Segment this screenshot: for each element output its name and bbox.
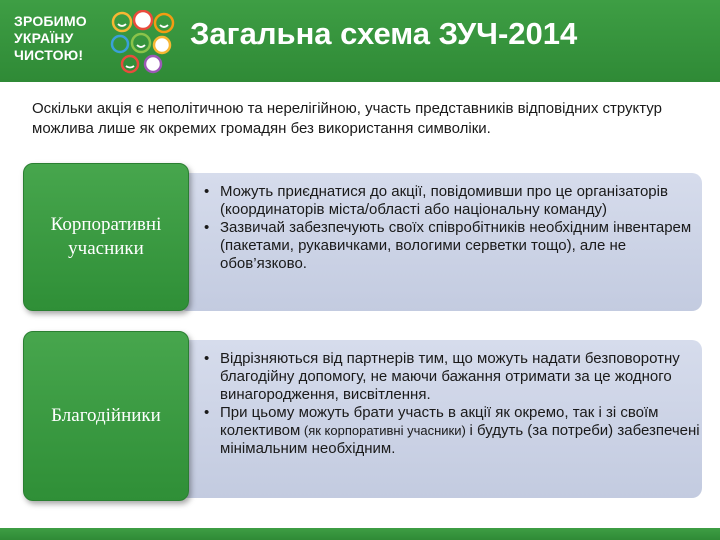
list-item: • Відрізняються від партнерів тим, що можуть надати безповоротну благодійну допомогу, не маючи бажання отримати за це жодного винагородження, висвітлення. xyxy=(200,350,700,404)
logo-line-1: ЗРОБИМО xyxy=(14,13,87,29)
charity-label: Благодійники xyxy=(23,331,189,501)
list-item: • Зазвичай забезпечують своїх співробітників необхідним інвентарем (пакетами, рукавичками, вологими серветки тощо), але не обов’язково. xyxy=(200,219,700,273)
corporate-bullet-list xyxy=(200,183,700,273)
corporate-participants-label: Корпоративні учасники xyxy=(23,163,189,311)
logo-line-2: УКРАЇНУ xyxy=(14,30,74,46)
logo-text xyxy=(14,13,114,64)
list-item: • Можуть приєднатися до акції, повідомивши про це організаторів (координаторів міста/області або національну команду) xyxy=(200,183,700,219)
logo-line-3: ЧИСТОЮ! xyxy=(14,47,84,63)
bullet-text-start: При цьому можуть брати участь в акції як окремо, так і зі своїм колективом xyxy=(220,404,659,439)
bullet-text-end: і будуть (за потреби) забезпечені мінімальним необхідним. xyxy=(220,422,700,457)
page-title: Загальна схема ЗУЧ-2014 xyxy=(190,16,578,51)
smiley-faces-icon xyxy=(110,10,176,74)
intro-paragraph: Оскільки акція є неполітичною та нерелігійною, участь представників відповідних структур можлива лише як окремих громадян без використання символіки. xyxy=(32,100,662,137)
bullet-text-note: (як корпоративні учасники) xyxy=(300,423,470,438)
campaign-logo xyxy=(8,6,178,76)
charity-bullet-list xyxy=(200,350,700,458)
footer-bar xyxy=(0,528,720,540)
list-item xyxy=(200,404,700,458)
header-bar xyxy=(0,0,720,82)
